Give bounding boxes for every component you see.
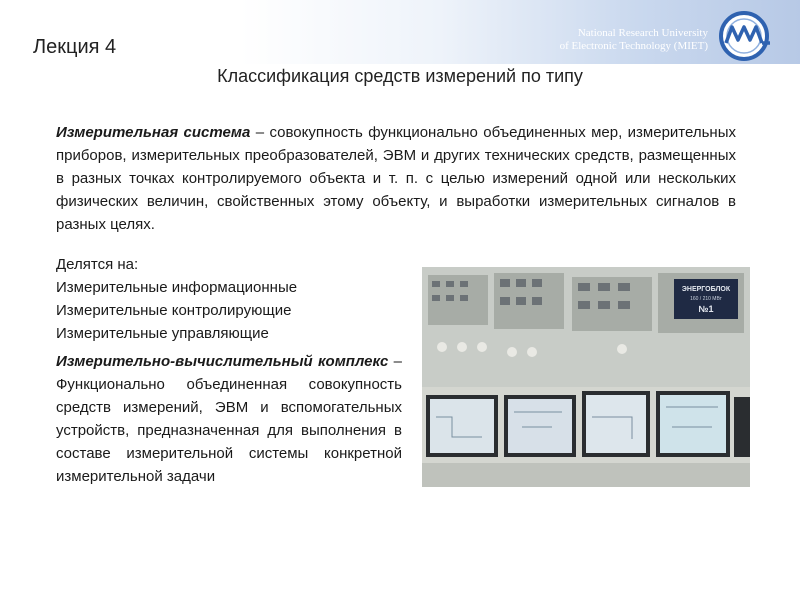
university-line-2: of Electronic Technology (MIET) bbox=[559, 40, 708, 52]
complex-term: Измерительно-вычислительный комплекс bbox=[56, 353, 389, 370]
control-room-image bbox=[422, 267, 750, 487]
divided-list bbox=[56, 253, 396, 345]
control-room-photo bbox=[422, 267, 750, 487]
divided-heading: Делятся на: bbox=[56, 256, 139, 273]
sign-number: №1 bbox=[698, 304, 714, 314]
list-item: Измерительные информационные bbox=[56, 279, 298, 296]
complex-text: – Функционально объединенная совокупность средств измерений, ЭВМ и вспомогательных устройств, предназначенная для выполнения в составе измерительной системы конкретной измерительной задачи bbox=[56, 353, 402, 485]
sign-subtitle: 160 / 210 МВт bbox=[690, 296, 722, 302]
slide-title: Классификация средств измерений по типу bbox=[217, 66, 583, 86]
sign-title: ЭНЕРГОБЛОК bbox=[681, 286, 731, 293]
definition-paragraph bbox=[56, 121, 736, 236]
university-line-1: National Research University bbox=[577, 27, 708, 39]
list-item: Измерительные контролирующие bbox=[56, 302, 292, 319]
university-name bbox=[560, 27, 708, 53]
lecture-label: Лекция 4 bbox=[33, 36, 117, 58]
list-item: Измерительные управляющие bbox=[56, 325, 269, 342]
definition-text: – совокупность функционально объединенных мер, измерительных приборов, измерительных преобразователей, ЭВМ и других технических средств, размещенных в разных точках контролируемого объекта и т. п. с целью измерений одной или нескольких физических величин, свойственных этому объекту, и выработки измерительных сигналов в разных целях. bbox=[56, 124, 736, 233]
miet-logo bbox=[712, 10, 780, 62]
complex-paragraph bbox=[56, 350, 402, 488]
definition-term: Измерительная система bbox=[56, 124, 251, 141]
